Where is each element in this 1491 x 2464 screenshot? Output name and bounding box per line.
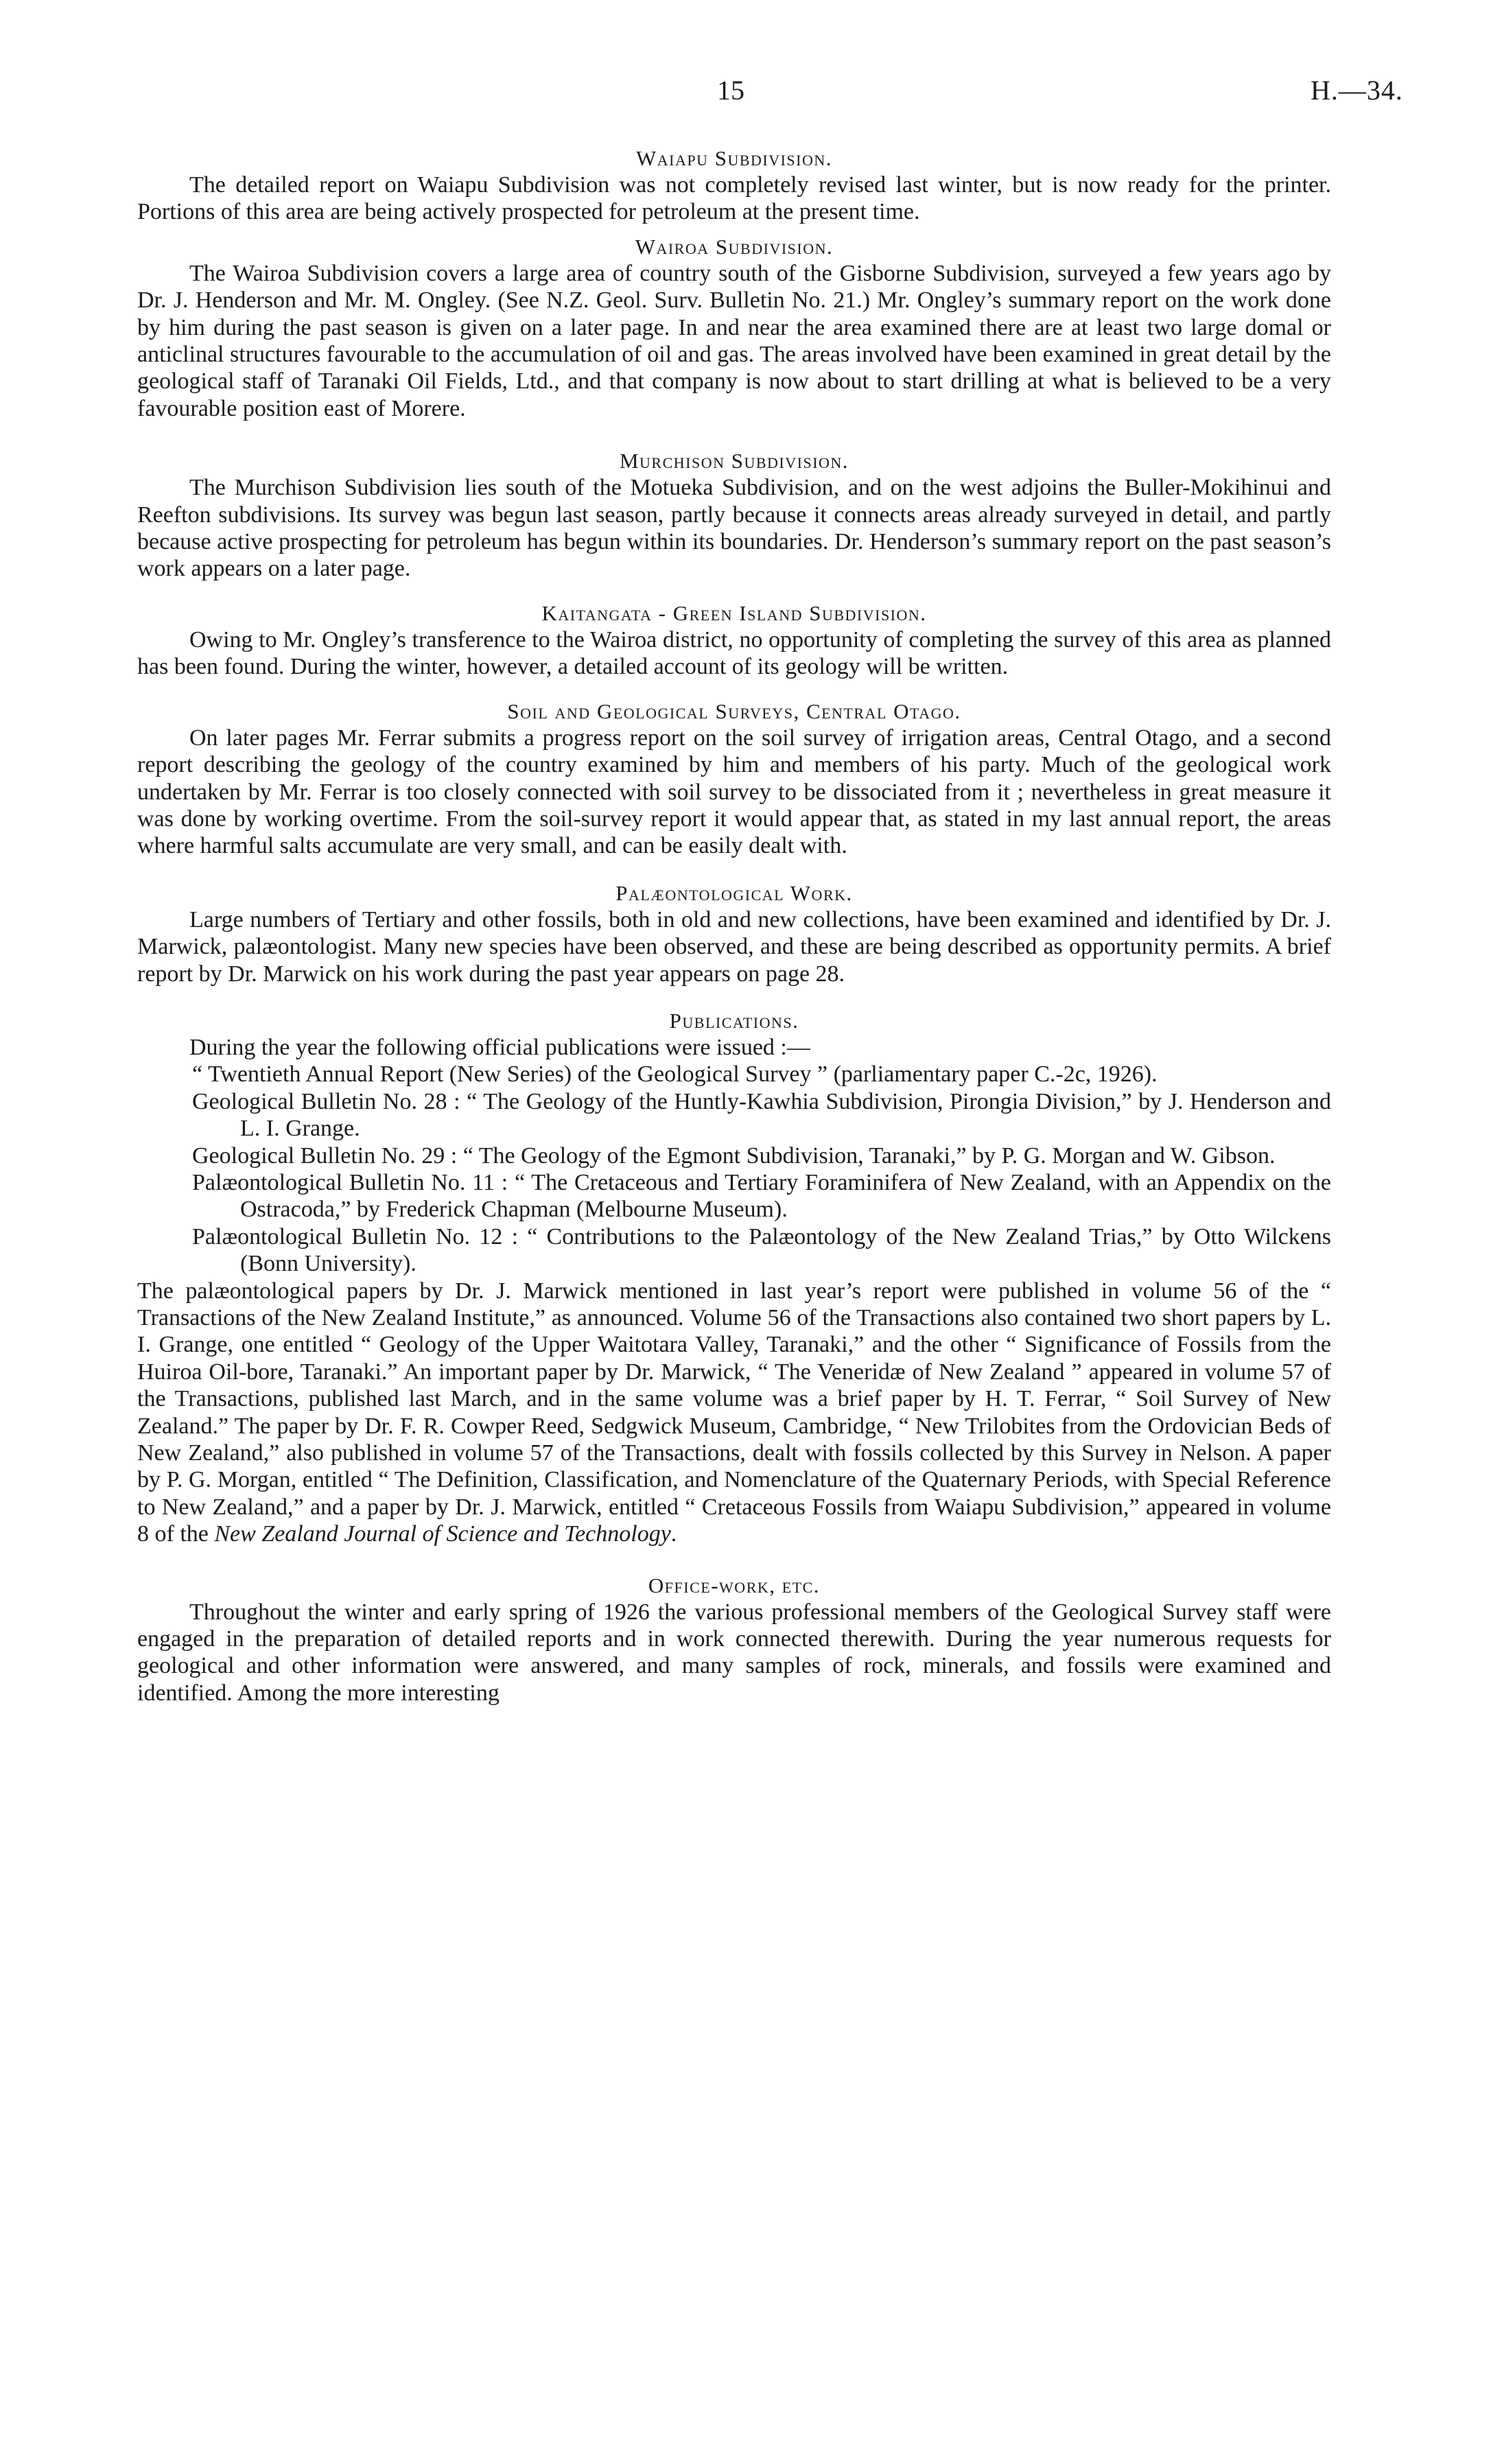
publications-intro: During the year the following official publications were issued :—	[189, 1034, 810, 1060]
section-heading: Palæontological Work.	[615, 880, 853, 905]
section-heading: Wairoa Subdivision.	[635, 234, 834, 259]
journal-title: New Zealand Journal of Science and Technology	[214, 1521, 671, 1547]
section-murchison	[137, 448, 1331, 583]
section-waiapu	[137, 145, 1331, 226]
publication-item: “ Twentieth Annual Report (New Series) of the Geological Survey ” (parliamentary paper C.-2c, 1926).	[192, 1061, 1158, 1088]
publication-item: Geological Bulletin No. 29 : “ The Geology of the Egmont Subdivision, Taranaki,” by P. G. Morgan and W. Gibson.	[192, 1142, 1276, 1169]
section-heading: Publications.	[669, 1008, 799, 1033]
section-paragraph: The Murchison Subdivision lies south of the Motueka Subdivision, and on the west adjoins the Buller-Mokihinui and Reefton subdivisions. Its survey was begun last season, partly because it connects areas already surveyed in detail, and partly because active prospecting for petroleum has begun within its boundaries. Dr. Henderson’s summary report on the past season’s work appears on a later page.	[137, 475, 1331, 582]
section-paragraph: Large numbers of Tertiary and other fossils, both in old and new collections, have been examined and identified by Dr. J. Marwick, palæontologist. Many new species have been observed, and these are being described as opportunity permits. A brief report by Dr. Marwick on his work during the past year appears on page 28.	[137, 906, 1331, 987]
section-palaeontological	[137, 880, 1331, 987]
document-code: H.—34.	[1311, 75, 1403, 106]
publication-item: Palæontological Bulletin No. 12 : “ Contributions to the Palæontology of the New Zealand Trias,” by Otto Wilckens (Bonn University).	[192, 1223, 1331, 1277]
publication-list	[137, 1061, 1331, 1277]
section-paragraph: Owing to Mr. Ongley’s transference to the Wairoa district, no opportunity of completing the survey of this area as planned has been found. During the winter, however, a detailed account of its geology will be written.	[137, 626, 1331, 680]
section-paragraph: The detailed report on Waiapu Subdivision was not completely revised last winter, but is now ready for the printer. Portions of this area are being actively prospected for petroleum at the present time.	[137, 172, 1331, 225]
section-kaitangata	[137, 600, 1331, 681]
section-paragraph: On later pages Mr. Ferrar submits a progress report on the soil survey of irrigation areas, Central Otago, and a second report describing the geology of the country examined by him and members of his party. Much of the geological work undertaken by Mr. Ferrar is too closely connected with soil survey to be dissociated from it ; nevertheless in great measure it was done by working overtime. From the soil-survey report it would appear that, as stated in my last annual report, the areas where harmful salts accumulate are very small, and can be easily dealt with.	[137, 725, 1331, 859]
section-publications	[137, 1008, 1331, 1548]
section-wairoa	[137, 234, 1331, 422]
publication-item: Palæontological Bulletin No. 11 : “ The Cretaceous and Tertiary Foraminifera of New Zealand, with an Appendix on the Ostracoda,” by Frederick Chapman (Melbourne Museum).	[192, 1169, 1331, 1223]
section-paragraph: Throughout the winter and early spring of 1926 the various professional members of the Geological Survey staff were engaged in the preparation of detailed reports and in work connected therewith. During the year numerous requests for geological and other information were answered, and many samples of rock, minerals, and fossils were examined and identified. Among the more interesting	[137, 1599, 1331, 1706]
publications-closing-paragraph	[137, 1278, 1331, 1548]
section-heading: Office-work, etc.	[648, 1573, 821, 1597]
section-heading: Kaitangata - Green Island Subdivision.	[541, 600, 927, 625]
body-column	[137, 145, 1331, 1706]
section-heading: Murchison Subdivision.	[619, 449, 849, 473]
section-central-otago	[137, 699, 1331, 860]
section-office-work	[137, 1573, 1331, 1707]
publication-item: Geological Bulletin No. 28 : “ The Geology of the Huntly-Kawhia Subdivision, Pirongia Division,” by J. Henderson and L. I. Grange.	[192, 1088, 1331, 1142]
page-number: 15	[717, 75, 744, 106]
section-heading: Waiapu Subdivision.	[635, 146, 833, 170]
publications-closing-text: The palæontological papers by Dr. J. Marwick mentioned in last year’s report were published in volume 56 of the “ Transactions of the New Zealand Institute,” as announced. Volume 56 of the Transactions also contained two short papers by L. I. Grange, one entitled “ Geology of the Upper Waitotara Valley, Taranaki,” and the other “ Significance of Fossils from the Huiroa Oil-bore, Taranaki.” An important paper by Dr. Marwick, “ The Veneridæ of New Zealand ” appeared in volume 57 of the Transactions, published last March, and in the same volume was a brief paper by H. T. Ferrar, “ Soil Survey of New Zealand.” The paper by Dr. F. R. Cowper Reed, Sedgwick Museum, Cambridge, “ New Trilobites from the Ordovician Beds of New Zealand,” also published in volume 57 of the Transactions, dealt with fossils collected by this Survey in Nelson. A paper by P. G. Morgan, entitled “ The Definition, Classification, and Nomenclature of the Quaternary Periods, with Special Reference to New Zealand,” and a paper by Dr. J. Marwick, entitled “ Cretaceous Fossils from Waiapu Subdivision,” appeared in volume 8 of the	[137, 1278, 1331, 1547]
section-heading: Soil and Geological Surveys, Central Otago.	[507, 699, 961, 723]
section-paragraph: The Wairoa Subdivision covers a large area of country south of the Gisborne Subdivision, surveyed a few years ago by Dr. J. Henderson and Mr. M. Ongley. (See N.Z. Geol. Surv. Bulletin No. 21.) Mr. Ongley’s summary report on the work done by him during the past season is given on a later page. In and near the area examined there are at least two large domal or anticlinal structures favourable to the accumulation of oil and gas. The areas involved have been examined in great detail by the geological staff of Taranaki Oil Fields, Ltd., and that company is now about to start drilling at what is believed to be a very favourable position east of Morere.	[137, 260, 1331, 421]
closing-period: .	[670, 1521, 677, 1547]
